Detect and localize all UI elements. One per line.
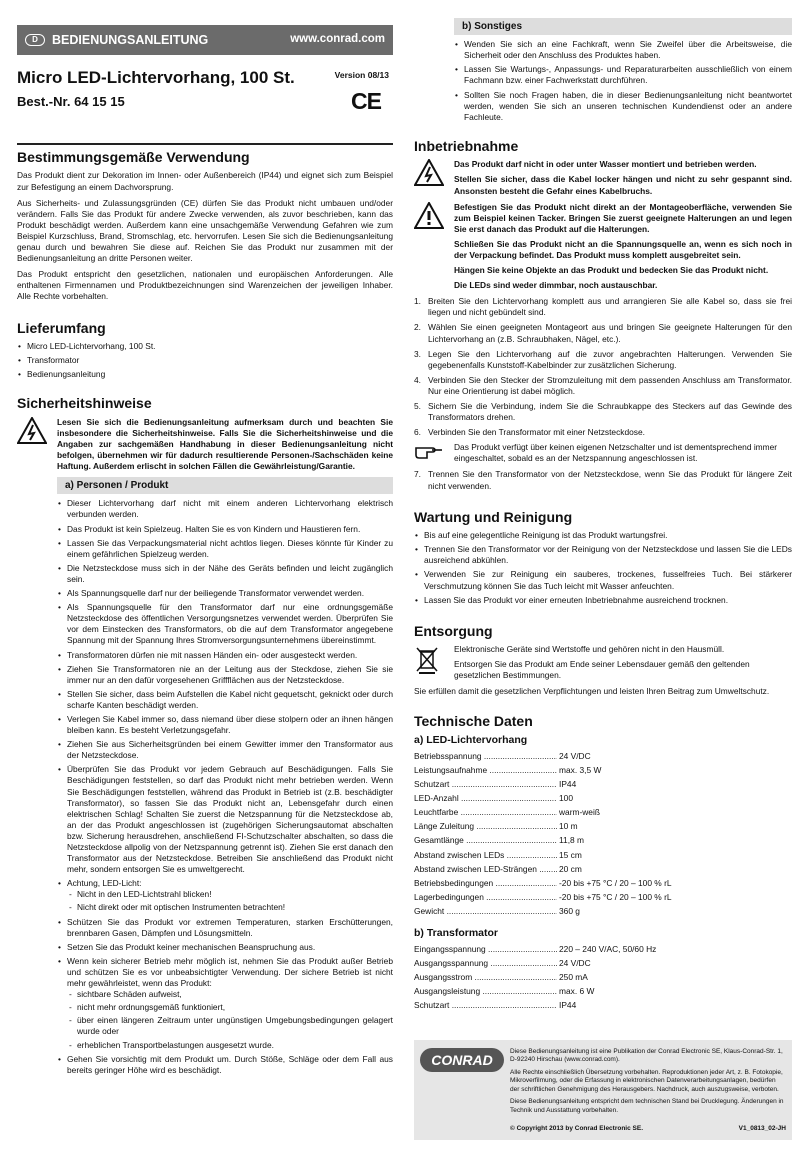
sub-list-item: - Nicht in den LED-Lichtstrahl blicken! (67, 889, 393, 900)
spec-value: 11,8 m (559, 835, 584, 846)
list-item: • Die Netzsteckdose muss sich in der Nähe des Geräts befinden und leicht zugänglich sein. (57, 563, 393, 585)
imprint-footer (414, 1040, 792, 1140)
spec-value: IP44 (559, 1000, 577, 1011)
list-item: • Transformatoren dürfen nie mit nassen Händen ein- oder ausgesteckt werden. (57, 650, 393, 661)
warning-line: Stellen Sie sicher, dass die Kabel locker hängen und nicht zu sehr gespannt sind. Ansonsten besteht die Gefahr eines Kabelbruchs. (454, 174, 792, 196)
disposal-block (414, 644, 792, 681)
product-title: Micro LED-Lichtervorhang, 100 St. (17, 68, 295, 87)
step-number: 5. (414, 401, 421, 411)
spec-label: Leistungsaufnahme ..... (414, 765, 557, 776)
spec-label: Lagerbedingungen ..... (414, 892, 557, 903)
section-heading-sicherheit: Sicherheitshinweise (17, 395, 152, 412)
spec-value: 100 (559, 793, 573, 804)
spec-row (414, 892, 792, 903)
sub-list (67, 989, 393, 1050)
spec-value: 15 cm (559, 849, 582, 860)
spec-label: Betriebsbedingungen ..... (414, 878, 557, 889)
spec-table-transformator (414, 944, 792, 1011)
exclamation-warning-icon (414, 202, 446, 292)
spec-value: max. 3,5 W (559, 764, 602, 775)
list-item: • Bedienungsanleitung (17, 369, 393, 380)
warning-line: Schließen Sie das Produkt nicht an die Spannungsquelle an, wenn es sich noch in der Verpackung befindet. Das Produkt muss komplett ausgebreitet sein. (454, 238, 792, 260)
sub-list-item: - über einen längeren Zeitraum unter ungünstigen Umgebungsbedingungen gelagert wurde oder (67, 1015, 393, 1037)
section-heading-lieferumfang: Lieferumfang (17, 319, 106, 336)
step-item (414, 469, 792, 491)
document-code: V1_0813_02-JH (738, 1125, 786, 1132)
step-item (414, 375, 792, 397)
conrad-logo: CONRAD (420, 1048, 504, 1072)
copyright: © Copyright 2013 by Conrad Electronic SE. (510, 1125, 644, 1132)
section-heading-inbetriebnahme: Inbetriebnahme (414, 137, 519, 154)
spec-row (414, 864, 792, 875)
title-box (17, 55, 393, 143)
step-text: Verbinden Sie den Stecker der Stromzuleitung mit dem passenden Anschluss am Transformator. Nur eine Orientierung ist dabei möglich. (428, 374, 792, 396)
divider (17, 143, 393, 145)
spec-value: 24 V/DC (559, 957, 591, 968)
section-heading-verwendung: Bestimmungsgemäße Verwendung (17, 149, 250, 165)
spec-row (414, 850, 792, 861)
spec-row (414, 906, 792, 917)
spec-value: 220 – 240 V/AC, 50/60 Hz (559, 943, 657, 954)
safety-intro: Lesen Sie sich die Bedienungsanleitung aufmerksam durch und beachten Sie insbesondere die Sicherheitshinweise. Falls Sie die Sicherheitshinweise und die Angaben zur sachgemäßen Handhabung in dieser Bedienungsanleitung nicht befolgen, übernehmen wir für dadurch resultierende Personen-/Sachschäden keine Haftung. Außerdem erlischt in solchen Fällen die Gewährleistung/Garantie. (57, 416, 393, 472)
spec-row (414, 751, 792, 762)
spec-label: Eingangsspannung ..... (414, 944, 557, 955)
warning-text (454, 202, 792, 292)
list-item: • Ziehen Sie aus Sicherheitsgründen bei einem Gewitter immer den Transformator aus der Netzsteckdose. (57, 739, 393, 761)
ce-mark: CE (351, 88, 381, 114)
spec-row (414, 835, 792, 846)
spec-label: Ausgangsleistung ..... (414, 986, 557, 997)
spec-value: 20 cm (559, 863, 582, 874)
list-item: • Lassen Sie Wartungs-, Anpassungs- und Reparaturarbeiten ausschließlich von einem Fachmann bzw. einer Fachwerkstatt durchführen. (454, 64, 792, 86)
warning-block (17, 417, 393, 472)
spec-value: -20 bis +75 °C / 20 – 100 % rL (559, 877, 672, 888)
spec-label: Leuchtfarbe ..... (414, 807, 557, 818)
list-item: • Verlegen Sie Kabel immer so, dass niemand über diese stolpern oder an ihnen hängen bleiben kann. Es besteht Verletzungsgefahr. (57, 714, 393, 736)
subsection-heading-led: a) LED-Lichtervorhang (414, 734, 528, 746)
step-item (414, 427, 792, 438)
left-column (17, 25, 393, 1079)
steps-list-2 (414, 469, 792, 491)
wenn-text: Wenn kein sicherer Betrieb mehr möglich ist, nehmen Sie das Produkt außer Betrieb und schützen Sie es vor unbeabsichtigter Verwendung. Der sichere Betrieb ist nicht mehr gewährleistet, wenn das Produkt: (67, 955, 393, 989)
list-item: • Bis auf eine gelegentliche Reinigung ist das Produkt wartungsfrei. (414, 530, 792, 541)
list-item: • Lassen Sie das Produkt vor einer erneuten Inbetriebnahme ausreichend trocknen. (414, 595, 792, 606)
achtung-label: Achtung, LED-Licht: (67, 878, 142, 889)
note-block (414, 442, 792, 464)
step-number: 1. (414, 296, 421, 307)
list-item: • Das Produkt ist kein Spielzeug. Halten Sie es von Kindern und Haustieren fern. (57, 524, 393, 535)
sub-list-item: - erheblichen Transportbelastungen ausgesetzt wurde. (67, 1040, 393, 1051)
paragraph: Elektronische Geräte sind Wertstoffe und gehören nicht in den Hausmüll. (454, 644, 725, 655)
step-text: Breiten Sie den Lichtervorhang komplett aus und arrangieren Sie alle Kabel so, dass sie frei liegen und nicht gebündelt sind. (428, 296, 792, 318)
step-item (414, 401, 792, 423)
list-item: • Setzen Sie das Produkt keiner mechanischen Beanspruchung aus. (57, 942, 393, 953)
list-item: • Schützen Sie das Produkt vor extremen Temperaturen, starken Erschütterungen, brennbaren Gasen, Dämpfen und Lösungsmitteln. (57, 917, 393, 939)
spec-label: Abstand zwischen LED-Strängen ..... (414, 864, 557, 875)
spec-row (414, 807, 792, 818)
list-item: • Micro LED-Lichtervorhang, 100 St. (17, 341, 393, 352)
spec-value: max. 6 W (559, 986, 595, 997)
spec-label: Ausgangsspannung ..... (414, 958, 557, 969)
imprint-line: Alle Rechte einschließlich Übersetzung vorbehalten. Reproduktionen jeder Art, z. B. Fotokopie, Mikroverfilmung, oder die Erfassung in elektronischen Datenverarbeitungsanlagen, bedürfen der schriftlichen Genehmigung des Herausgebers. Nachdruck, auch auszugsweise, verboten. (510, 1068, 783, 1093)
step-number: 3. (414, 348, 421, 359)
crossed-bin-icon (414, 644, 446, 681)
paragraph: Das Produkt dient zur Dekoration im Innen- oder Außenbereich (IP44) und eignet sich zum Beispiel zur Befestigung an einem Dachvorsprung. (17, 170, 393, 192)
list-item: • Verwenden Sie zur Reinigung ein sauberes, trockenes, fusselfreies Tuch. Bei stärkerer Verschmutzung können Sie das Tuch leicht mit Wasser anfeuchten. (414, 569, 792, 591)
spec-label: Gesamtlänge ..... (414, 835, 557, 846)
note-text: Das Produkt verfügt über keinen eigenen Netzschalter und ist dementsprechend immer eingeschaltet, sobald es an der Netzspannung angeschlossen ist. (454, 442, 778, 464)
spec-row (414, 779, 792, 790)
warning-block-general (414, 202, 792, 292)
list-item (57, 956, 393, 1051)
right-column (414, 18, 792, 1014)
safety-list-container (57, 498, 393, 1075)
spec-label: Schutzart ..... (414, 1000, 557, 1011)
order-number: Best.-Nr. 64 15 15 (17, 94, 125, 109)
list-item: • Ziehen Sie Transformatoren nie an der Leitung aus der Steckdose, ziehen Sie sie immer nur an den dafür vorgesehenen Griffflächen aus der Netzsteckdose. (57, 664, 393, 686)
spec-value: 24 V/DC (559, 750, 591, 761)
subsection-heading-personen: a) Personen / Produkt (57, 477, 393, 494)
warning-line: Das Produkt darf nicht in oder unter Wasser montiert und betrieben werden. (454, 159, 757, 170)
pointing-hand-icon (414, 442, 446, 464)
warning-block-electric (414, 159, 792, 196)
list-item: • Wenden Sie sich an eine Fachkraft, wenn Sie Zweifel über die Arbeitsweise, die Sicherheit oder den Anschluss des Produktes haben. (454, 39, 792, 61)
list-item: • Überprüfen Sie das Produkt vor jedem Gebrauch auf Beschädigungen. Falls Sie Beschädigungen feststellen, so darf das Produkt nicht mehr betrieben werden. Wenn Sie Beschädigungen feststellen, während das Produkt in Betrieb ist (z.B. beschädigter Transformator), so fassen Sie das Produkt nicht an, Lebensgefahr durch einen elektrischen Schlag! Schalten Sie zuerst die Netzspannung für die Netzsteckdose ab, an der das Produkt angeschlossen ist (zugehörigen Sicherungsautomat abschalten bzw. Sicherung herausdrehen, anschließend FI-Schutzschalter abschalten, so dass die Netzsteckdose allpolig von der Netzspannung getrennt ist). Ziehen Sie erst danach den Transformator aus der Netzsteckdose. Betreiben Sie anschließend das Produkt nicht mehr, sondern entsorgen Sie es umweltgerecht. (57, 764, 393, 875)
paragraph: Aus Sicherheits- und Zulassungsgründen (CE) dürfen Sie das Produkt nicht umbauen und/oder verändern. Falls Sie das Produkt für andere Zwecke verwenden, als zuvor beschrieben, kann das Produkt beschädigt werden. Außerdem kann eine unsachgemäße Verwendung Gefahren wie zum Beispiel Kurzschluss, Brand, Stromschlag, etc. hervorrufen. Lesen Sie sich die Bedienungsanleitung genau durch und bewahren Sie diese auf. Reichen Sie das Produkt nur zusammen mit der Bedienungsanleitung an dritte Personen weiter. (17, 197, 393, 264)
electric-warning-icon (414, 159, 446, 196)
warning-line: Die LEDs sind weder dimmbar, noch austauschbar. (454, 280, 658, 291)
paragraph: Das Produkt entspricht den gesetzlichen, nationalen und europäischen Anforderungen. Alle enthaltenen Firmennamen und Produktbezeichnungen sind Warenzeichen der jeweiligen Inhaber. Alle Rechte vorbehalten. (17, 269, 393, 302)
list-item: • Lassen Sie das Verpackungsmaterial nicht achtlos liegen. Dieses könnte für Kinder zu einem gefährlichen Spielzeug werden. (57, 538, 393, 560)
spec-value: 10 m (559, 821, 578, 832)
warning-line: Befestigen Sie das Produkt nicht direkt an der Montageoberfläche, verwenden Sie zum Beispiel keinen Tacker. Bringen Sie zuerst geeignete Halterungen an und legen Sie erst danach das Produkt auf die Halterungen. (454, 201, 792, 234)
list-item: • Trennen Sie den Transformator vor der Reinigung von der Netzsteckdose und lassen Sie die LEDs ausreichend abkühlen. (414, 544, 792, 566)
step-text: Verbinden Sie den Transformator mit einer Netzsteckdose. (428, 427, 645, 438)
delivery-list (17, 341, 393, 380)
step-number: 2. (414, 322, 421, 333)
spec-value: -20 bis +75 °C / 20 – 100 % rL (559, 891, 672, 902)
steps-list (414, 296, 792, 438)
step-number: 4. (414, 374, 421, 385)
spec-label: Abstand zwischen LEDs ..... (414, 850, 557, 861)
list-item: • Gehen Sie vorsichtig mit dem Produkt um. Durch Stöße, Schläge oder dem Fall aus bereits geringer Höhe wird es beschädigt. (57, 1054, 393, 1076)
spec-value: 250 mA (559, 972, 588, 983)
spec-row (414, 944, 792, 955)
header-title: BEDIENUNGSANLEITUNG (52, 32, 209, 47)
spec-row (414, 765, 792, 776)
list-item: • Als Spannungsquelle darf nur der beiliegende Transformator verwendet werden. (57, 588, 393, 599)
list-item (57, 878, 393, 913)
paragraph: Entsorgen Sie das Produkt am Ende seiner Lebensdauer gemäß den geltenden gesetzlichen Bestimmungen. (454, 659, 750, 681)
list-item: • Als Spannungsquelle für den Transformator darf nur eine ordnungsgemäße Netzsteckdose des öffentlichen Versorgungsnetzes verwendet werden. Überprüfen Sie vor dem Einstecken des Transformators, ob die auf dem Transformator angegebene Spannung mit der Spannung Ihres Stromversorgungsunternehmens übereinstimmt. (57, 602, 393, 646)
step-item (414, 322, 792, 344)
step-text: Sichern Sie die Verbindung, indem Sie die Schraubkappe des Steckers auf das Gewinde des Transformators drehen. (428, 401, 792, 423)
list-item: • Stellen Sie sicher, dass beim Aufstellen die Kabel nicht gequetscht, geknickt oder durch scharfe Kanten beschädigt werden. (57, 689, 393, 711)
disposal-text (454, 644, 792, 681)
subsection-heading-transformator: b) Transformator (414, 926, 499, 939)
paragraph: Sie erfüllen damit die gesetzlichen Verpflichtungen und leisten Ihren Beitrag zum Umweltschutz. (414, 686, 770, 697)
warning-line: Hängen Sie keine Objekte an das Produkt und bedecken Sie das Produkt nicht. (454, 265, 769, 276)
sonstiges-container (454, 39, 792, 123)
step-text: Wählen Sie einen geeigneten Montageort aus und bringen Sie geeignete Halterungen für den Lichtervorhang an (z.B. Schraubhaken, Nägel, etc.). (428, 322, 792, 344)
step-text: Legen Sie den Lichtervorhang auf die zuvor angebrachten Halterungen. Verwenden Sie gegebenenfalls Kunststoff-Kabelbinder zur zusätzlichen Sicherung. (428, 348, 792, 370)
spec-label: Betriebsspannung ..... (414, 751, 557, 762)
section-heading-entsorgung: Entsorgung (414, 622, 493, 639)
spec-value: 360 g (559, 905, 580, 916)
imprint-line: Diese Bedienungsanleitung ist eine Publikation der Conrad Electronic SE, Klaus-Conrad-Str. 1, D-92240 Hirschau (www.conrad.com). (510, 1048, 783, 1064)
spec-value: warm-weiß (559, 807, 600, 818)
spec-row (414, 793, 792, 804)
spec-row (414, 986, 792, 997)
list-item: • Transformator (17, 355, 393, 366)
imprint-line: Diese Bedienungsanleitung entspricht dem technischen Stand bei Drucklegung. Änderungen in Technik und Ausstattung vorbehalten. (510, 1098, 784, 1114)
spec-row (414, 821, 792, 832)
spec-row (414, 958, 792, 969)
subsection-heading-sonstiges: b) Sonstiges (454, 18, 792, 35)
spec-label: Ausgangsstrom ..... (414, 972, 557, 983)
step-item (414, 296, 792, 318)
section-heading-technik: Technische Daten (414, 712, 533, 729)
sub-list-item: - sichtbare Schäden aufweist, (67, 989, 393, 1000)
step-text: Trennen Sie den Transformator von der Netzsteckdose, wenn Sie das Produkt für längere Zeit nicht verwenden. (428, 469, 792, 491)
safety-list (57, 498, 393, 1075)
sub-list (67, 889, 393, 913)
spec-label: Gewicht ..... (414, 906, 557, 917)
spec-row (414, 878, 792, 889)
spec-row (414, 972, 792, 983)
header-url: www.conrad.com (290, 33, 385, 46)
header-bar (17, 25, 393, 55)
sub-list-item: - Nicht direkt oder mit optischen Instrumenten betrachten! (67, 902, 393, 913)
imprint-text (510, 1048, 786, 1119)
spec-table-led (414, 751, 792, 917)
version-label: Version 08/13 (334, 70, 389, 80)
wartung-list (414, 530, 792, 606)
list-item: • Sollten Sie noch Fragen haben, die in dieser Bedienungsanleitung nicht beantwortet werden, wenden Sie sich an unseren technischen Kundendienst oder an andere Fachleute. (454, 90, 792, 123)
spec-label: Schutzart ..... (414, 779, 557, 790)
section-heading-wartung: Wartung und Reinigung (414, 508, 573, 525)
step-number: 7. (414, 469, 421, 480)
list-item: • Dieser Lichtervorhang darf nicht mit einem anderen Lichtervorhang elektrisch verbunden werden. (57, 498, 393, 520)
spec-value: IP44 (559, 779, 577, 790)
sub-list-item: - nicht mehr ordnungsgemäß funktioniert, (67, 1002, 393, 1013)
spec-label: Länge Zuleitung ..... (414, 821, 557, 832)
step-number: 6. (414, 427, 421, 438)
electric-warning-icon (17, 417, 49, 472)
step-item (414, 349, 792, 371)
spec-row (414, 1000, 792, 1011)
warning-text (454, 159, 792, 196)
sonstiges-list (454, 39, 792, 123)
language-badge: D (25, 34, 45, 46)
spec-label: LED-Anzahl ..... (414, 793, 557, 804)
